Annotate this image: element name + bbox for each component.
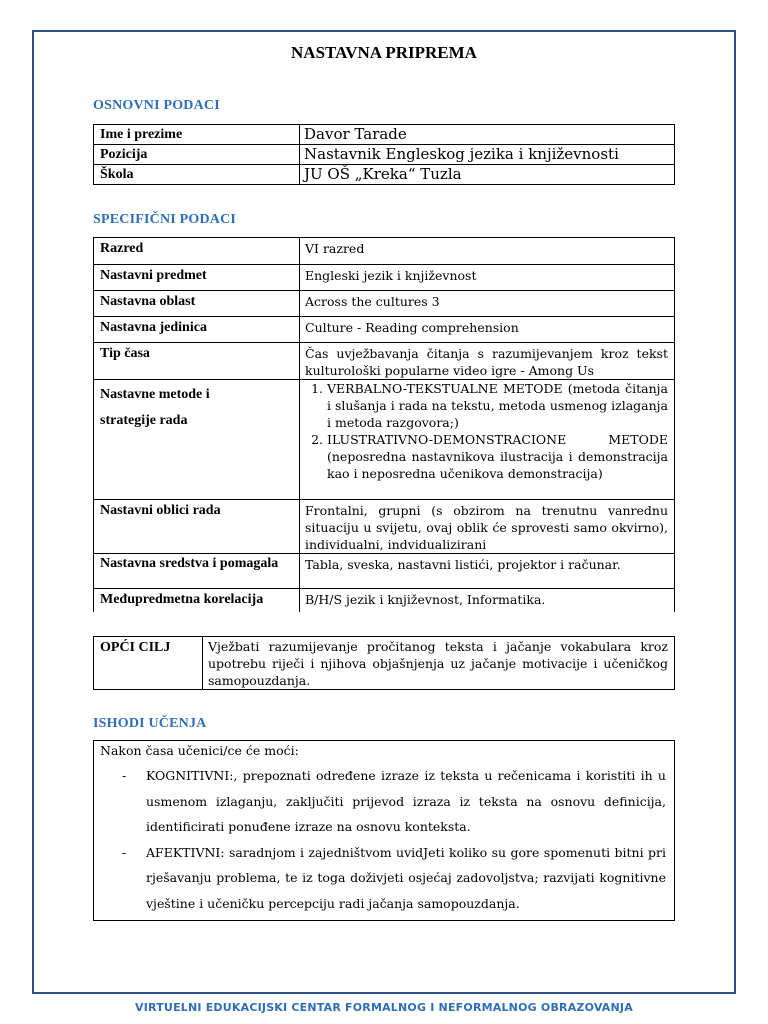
row-label: Razred [94, 238, 300, 265]
row-value: B/H/S jezik i književnost, Informatika. [300, 589, 675, 612]
row-value: Frontalni, grupni (s obzirom na trenutnu vanrednu situaciju u svijetu, ovaj oblik će sprovesti samo okvirno), individualni, indvidualizirani [300, 500, 675, 554]
table-row [94, 265, 675, 291]
row-label: Ime i prezime [94, 125, 300, 145]
row-label: Tip časa [94, 343, 300, 380]
document-title: NASTAVNA PRIPREMA [291, 43, 477, 62]
table-row [94, 589, 675, 612]
row-label: Nastavna oblast [94, 291, 300, 317]
outcomes-list [94, 763, 666, 916]
list-item [94, 763, 666, 840]
table-row [94, 343, 675, 380]
row-value: Nastavnik Engleskog jezika i književnosti [300, 145, 675, 165]
row-value: Engleski jezik i književnost [300, 265, 675, 291]
row-label: Škola [94, 165, 300, 185]
list-item: 2. ILUSTRATIVNO-DEMONSTRACIONE METODE (neposredna nastavnikova ilustracija i demonstracija kao i neposredna učenikova demonstracija) [327, 431, 668, 482]
table-row [94, 145, 675, 165]
row-label: Nastavna sredstva i pomagala [94, 554, 300, 589]
row-value: Vježbati razumijevanje pročitanog teksta i jačanje vokabulara kroz upotrebu riječi i njihova objašnjenja uz jačanje motivacije i učeničkog samopouzdanja. [203, 637, 675, 690]
methods-list [305, 380, 668, 482]
outcome-text: AFEKTIVNI: saradnjom i zajedništvom uvidJeti koliko su gore spomenuti bitni pri rješavanju problema, te iz toga doživjeti osjećaj zadovoljstva; razvijati kognitivne vještine i učeničku percepciju radi jačanja samopouzdanja. [146, 844, 666, 911]
table-row [94, 554, 675, 589]
list-item: 1. VERBALNO-TEKSTUALNE METODE (metoda čitanja i slušanja i rada na tekstu, metoda usmenog izlaganja i metoda razgovora;) [327, 380, 668, 431]
section-heading-osnovni: OSNOVNI PODACI [93, 98, 220, 113]
row-value: Tabla, sveska, nastavni listići, projektor i računar. [300, 554, 675, 589]
section-heading-ishodi: ISHODI UČENJA [93, 716, 207, 731]
row-label: Nastavni oblici rada [94, 500, 300, 554]
table-row [94, 500, 675, 554]
footer-text: VIRTUELNI EDUKACIJSKI CENTAR FORMALNOG I NEFORMALNOG OBRAZOVANJA [135, 1001, 633, 1014]
row-value: Culture - Reading comprehension [300, 317, 675, 343]
row-label-line: Nastavne metode i [100, 387, 210, 402]
row-value: JU OŠ „Kreka“ Tuzla [300, 165, 675, 185]
table-row [94, 317, 675, 343]
row-value: Čas uvježbavanja čitanja s razumijevanjem kroz tekst kulturološki popularne video igre - Among Us [300, 343, 675, 380]
table-row [94, 380, 675, 500]
row-label: Međupredmetna korelacija [94, 589, 300, 612]
row-label: Nastavna jedinica [94, 317, 300, 343]
specific-info-table [93, 237, 675, 612]
row-value: Across the cultures 3 [300, 291, 675, 317]
table-row [94, 291, 675, 317]
row-label-line: strategije rada [100, 413, 188, 428]
dash-bullet: - [122, 844, 127, 860]
table-row [94, 125, 675, 145]
row-value [300, 380, 675, 500]
table-row [94, 165, 675, 185]
basic-info-table [93, 124, 675, 185]
outcome-text: KOGNITIVNI:, prepoznati određene izraze iz teksta u rečenicama i koristiti ih u usmenom izlaganju, zaključiti prijevod izraza iz teksta na osnovu definicija, identificirati ponuđene izraze na osnovu konteksta. [146, 768, 666, 834]
row-label: Pozicija [94, 145, 300, 165]
table-row [94, 238, 675, 265]
row-label [94, 380, 300, 500]
row-value: Davor Tarade [300, 125, 675, 145]
section-heading-specificni: SPECIFIČNI PODACI [93, 212, 237, 227]
learning-outcomes-box [93, 740, 675, 921]
row-label: OPĆI CILJ [94, 637, 203, 690]
general-goal-table [93, 636, 675, 690]
dash-bullet: - [122, 768, 127, 783]
row-value: VI razred [300, 238, 675, 265]
outcomes-intro: Nakon časa učenici/ce će moći: [100, 743, 299, 758]
list-item [94, 840, 666, 917]
row-label: Nastavni predmet [94, 265, 300, 291]
table-row [94, 637, 675, 690]
